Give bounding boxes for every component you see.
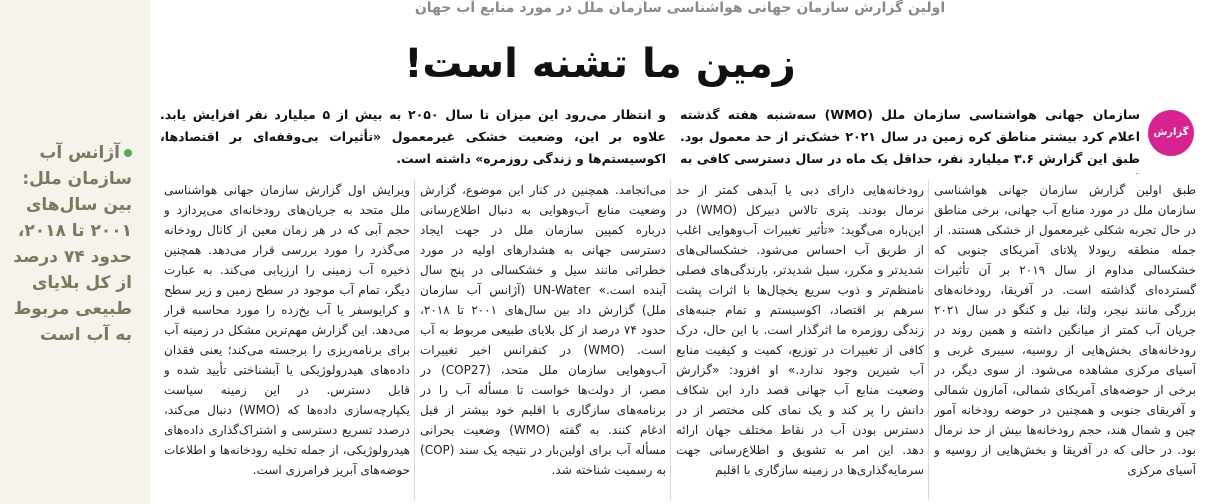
kicker: اولین گزارش سازمان جهانی هواشناسی سازمان ملل در مورد منابع آب جهان	[414, 0, 946, 16]
article-column-1: طبق اولین گزارش سازمان جهانی هواشناسی سازمان ملل در مورد منابع آب جهانی، برخی مناطق در حال تجربه شکلی غیرمعمول از خشکی هستند. از جمله منطقه ریودلا پلاتای آمریکای جنوبی که خشکسالی مداوم از سال ۲۰۱۹ بر آن تأثیرات گسترده‌ای گذاشته است. در آفریقا، رودخانه‌های بزرگی مانند نیجر، ولتا، نیل و کنگو در سال ۲۰۲۱ جریان آب کمتر از میانگین داشته و همین روند در رودخانه‌های بخش‌هایی از روسیه، سیبری غربی و آسیای مرکزی مشاهده می‌شود. از سوی دیگر، در برخی از حوضه‌های آمریکای شمالی، آمازون شمالی و آفریقای جنوبی و همچنین در حوضه رودخانه آمور چین و شمال هند، حجم رودخانه‌ها بیش از حد نرمال بود. در حالی که در آفریقا و بخش‌هایی از روسیه و آسیای مرکزی	[934, 183, 1196, 477]
lead-paragraph-right: سازمان جهانی هواشناسی سازمان ملل (WMO) سه‌شنبه هفته گذشته اعلام کرد بیشتر مناطق کره زمین در سال ۲۰۲۱ خشک‌تر از حد معمول بود. طبق این گزارش ۳.۶ میلیارد نفر، حداقل یک ماه در سال دسترسی کافی به	[680, 107, 1140, 166]
lead-paragraph-left: و انتظار می‌رود این میزان تا سال ۲۰۵۰ به بیش از ۵ میلیارد نفر افزایش یابد. علاوه بر این، وضعیت خشکی غیرمعمول «تأثیرات بی‌وقفه‌ای بر اقتصادها، اکوسیستم‌ها و زندگی روزمره» داشته است.	[160, 107, 666, 166]
column-divider	[670, 180, 671, 500]
sidebar	[0, 0, 150, 504]
report-badge: گزارش	[1148, 110, 1194, 156]
bullet-icon	[124, 149, 132, 157]
article-column-3: می‌انجامد. همچنین در کنار این موضوع، گزارش وضعیت منابع آب‌وهوایی به دنبال اطلاع‌رسانی درباره کمپین سازمان ملل در جهت ایجاد دسترسی جهانی به هشدارهای اولیه در مورد خطراتی مانند سیل و خشکسالی در پنج سال آینده است.» UN-Water (آژانس آب سازمان ملل) گزارش داد بین سال‌های ۲۰۰۱ تا ۲۰۱۸، حدود ۷۴ درصد از کل بلایای طبیعی مربوط به آب است. (WMO) در کنفرانس اخیر تغییرات آب‌وهوایی سازمان ملل متحد، (COP27) در مصر، از دولت‌ها خواست تا مسأله آب را در برنامه‌های سازگاری با اقلیم خود بیشتر از قبل ادغام کنند. به گفته (WMO) وضعیت بحرانی مسأله آب برای اولین‌بار در نتیجه یک سند (COP) به رسمیت شناخته شد.	[420, 183, 666, 477]
column-divider	[414, 180, 415, 500]
sidebar-quote	[12, 140, 132, 348]
column-divider	[928, 180, 929, 500]
headline: زمین ما تشنه است!	[404, 41, 796, 87]
sidebar-quote-text: آژانس آب سازمان ملل: بین سال‌های ۲۰۰۱ تا ۲۰۱۸، حدود ۷۴ درصد از کل بلایای طبیعی مربوط به آب است	[13, 143, 132, 345]
article-column-4: ویرایش اول گزارش سازمان جهانی هواشناسی ملل متحد به جریان‌های رودخانه‌ای می‌پردازد و حجم آبی که در هر زمان معین از کانال رودخانه می‌گذرد را مورد بررسی قرار می‌دهد. همچنین ذخیره آب زمینی را ارزیابی می‌کند. به عبارت دیگر، تمام آب موجود در سطح زمین و زیر سطح و کرایوسفر یا آب یخ‌زده را مورد محاسبه قرار می‌دهد. این گزارش مهم‌ترین مشکل در زمینه آب برای برنامه‌ریزی را برجسته می‌کند؛ یعنی فقدان داده‌های هیدرولوژیکی یا آبشناختی تأیید شده و قابل دسترس. در این زمینه سیاست یکپارچه‌سازی داده‌ها که (WMO) دنبال می‌کند، درصدد تسریع دسترسی و اشتراک‌گذاری داده‌های هیدرولوژیکی، از جمله تخلیه رودخانه‌ها و اطلاعات حوضه‌های آبریز فرامرزی است.	[164, 183, 410, 477]
article-column-2: رودخانه‌هایی دارای دبی یا آبدهی کمتر از حد نرمال بودند. پتری تالاس دبیرکل (WMO) در این‌باره می‌گوید: «تأثیر تغییرات آب‌وهوایی اغلب از طریق آب احساس می‌شود. خشکسالی‌های شدیدتر و مکرر، سیل شدیدتر، بارندگی‌های فصلی نامنظم‌تر و ذوب سریع یخچال‌ها با اثرات پشت سرهم بر اقتصاد، اکوسیستم و تمام جنبه‌های زندگی روزمره ما اثرگذار است. با این حال، درک کافی از تغییرات در توزیع، کمیت و کیفیت منابع آب شیرین وجود ندارد.» او افزود: «گزارش وضعیت منابع آب جهانی قصد دارد این شکاف دانش را پر کند و یک نمای کلی مختصر از در دسترس بودن آب در نقاط مختلف جهان ارائه دهد. این امر به تشویق و اطلاع‌رسانی جهت سرمایه‌گذاری‌ها در زمینه سازگاری با اقلیم	[676, 183, 924, 477]
